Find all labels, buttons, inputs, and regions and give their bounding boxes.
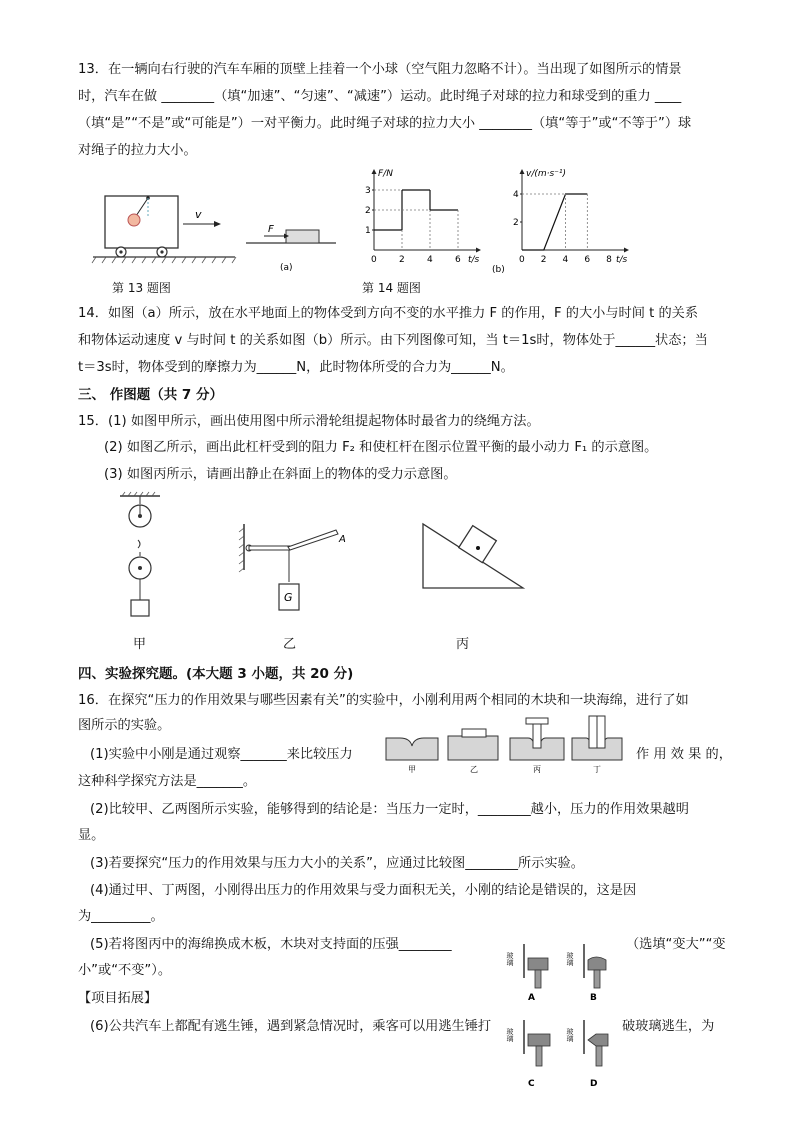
glass-text-C: 玻璃 xyxy=(506,1028,514,1042)
q16-line-7: (3)若要探究“压力的作用效果与压力大小的关系”，应通过比较图________所示实验。 xyxy=(90,856,584,871)
y-tick-label: 4 xyxy=(513,190,519,200)
glass-text-D: 玻璃 xyxy=(566,1028,574,1042)
q16-line-6: 显。 xyxy=(78,828,105,843)
x-tick-label: 6 xyxy=(455,255,461,265)
sponge-jia xyxy=(386,738,438,760)
x-tick-label: 2 xyxy=(540,255,547,265)
q16-line-10b: （选填“变大”“变 xyxy=(626,937,726,952)
section-3-title: 三、 作图题（共 7 分） xyxy=(78,387,223,403)
hammer-label-D: D xyxy=(590,1079,598,1089)
sponge-label-yi: 乙 xyxy=(470,765,478,774)
caption-jia: 甲 xyxy=(133,637,147,652)
fig14b-label: (b) xyxy=(492,265,505,275)
x-tick-label: 6 xyxy=(584,255,591,265)
q14-line-2: 和物体运动速度 v 与时间 t 的关系如图（b）所示。由下列图像可知，当 t＝1s时，物体处于______状态；当 xyxy=(78,333,708,348)
fig14a-label: (a) xyxy=(280,263,293,273)
fig13-caption: 第 13 题图 xyxy=(112,281,171,295)
hammer-label-A: A xyxy=(528,993,535,1003)
q16-line-10a: (5)若将图丙中的海绵换成木板，木块对支持面的压强________ xyxy=(90,937,452,952)
hammer-D xyxy=(566,1020,608,1089)
sponge-bing xyxy=(510,718,564,760)
hammer-A xyxy=(506,944,548,1003)
q13-line-4: 对绳子的拉力大小。 xyxy=(78,143,197,158)
q16-line-13b: 破玻璃逃生，为 xyxy=(622,1019,715,1034)
sponge-ding xyxy=(572,716,622,760)
ball xyxy=(128,214,140,226)
q15-line-1: 15．(1) 如图甲所示，画出使用图中所示滑轮组提起物体时最省力的绕绳方法。 xyxy=(78,414,540,429)
q16-line-1: 16．在探究“压力的作用效果与哪些因素有关”的实验中，小刚利用两个相同的木块和一块海绵，进行了如 xyxy=(78,693,689,708)
q15-line-2: (2) 如图乙所示，画出此杠杆受到的阻力 F₂ 和使杠杆在图示位置平衡的最小动力 F₁ 的示意图。 xyxy=(104,440,658,455)
q13-line-3: （填“是”“不是”或“可能是”）一对平衡力。此时绳子对球的拉力大小 ________（填“等于”或“不等于”）球 xyxy=(78,116,692,131)
section-4-title: 四、实验探究题。(本大题 3 小题，共 20 分) xyxy=(78,666,354,682)
caption-yi: 乙 xyxy=(283,637,297,652)
q16-line-2: 图所示的实验。 xyxy=(78,718,171,733)
chart-velocity-time xyxy=(492,168,638,275)
q16-line-3b: 作 用 效 果 的， xyxy=(636,747,732,762)
sponge-label-ding: 丁 xyxy=(593,765,601,774)
q15-line-3: (3) 如图丙所示，请画出静止在斜面上的物体的受力示意图。 xyxy=(104,467,457,482)
q16-line-5: (2)比较甲、乙两图所示实验，能够得到的结论是：当压力一定时，________越小，压力的作用效果越明 xyxy=(90,802,689,817)
y-tick-label: 3 xyxy=(365,186,371,196)
label-A: A xyxy=(339,534,346,545)
y-axis-arrow xyxy=(372,169,377,174)
sponge-label-jia: 甲 xyxy=(408,765,416,774)
q13-line-1: 13．在一辆向右行驶的汽车车厢的顶壁上挂着一个小球（空气阻力忽略不计）。当出现了如图所示的情景 xyxy=(78,62,682,77)
q16-line-9: 为_________。 xyxy=(78,909,164,924)
y-axis-arrow xyxy=(520,169,525,174)
force-label: F xyxy=(268,224,274,235)
figure-13-cart xyxy=(88,188,238,268)
y-tick-label: 2 xyxy=(513,218,519,228)
hammer-label-C: C xyxy=(528,1079,535,1089)
glass-text-A: 玻璃 xyxy=(506,952,514,966)
figure-16-hammers xyxy=(506,938,626,1090)
caption-bing: 丙 xyxy=(456,637,470,652)
y-axis-label: v/(m·s⁻¹) xyxy=(526,169,567,179)
figure-jia-pulley xyxy=(110,492,170,622)
q13-line-2: 时，汽车在做 ________（填“加速”、“匀速”、“减速”）运动。此时绳子对球的拉力和球受到的重力 ____ xyxy=(78,89,682,104)
x-tick-label: 0 xyxy=(371,255,377,265)
q14-line-1: 14．如图（a）所示，放在水平地面上的物体受到方向不变的水平推力 F 的作用，F 的大小与时间 t 的关系 xyxy=(78,306,699,321)
q16-line-12: 【项目拓展】 xyxy=(78,991,158,1006)
hammer-label-B: B xyxy=(590,993,597,1003)
q16-line-3a: (1)实验中小刚是通过观察_______来比较压力 xyxy=(90,747,353,762)
figure-bing-incline xyxy=(420,518,530,590)
x-tick-label: 4 xyxy=(427,255,433,265)
q16-line-11: 小”或“不变”）。 xyxy=(78,963,172,978)
x-axis-arrow xyxy=(624,248,629,253)
y-axis-label: F/N xyxy=(378,169,393,179)
block xyxy=(286,230,319,243)
y-tick-label: 1 xyxy=(365,226,371,236)
label-G: G xyxy=(284,591,293,604)
sponge-yi xyxy=(448,729,498,760)
cart-body xyxy=(105,196,178,248)
x-tick-label: 4 xyxy=(562,255,569,265)
x-axis-arrow xyxy=(476,248,481,253)
x-axis-label: t/s xyxy=(616,255,628,265)
chart-force-time xyxy=(360,168,490,274)
glass-text-B: 玻璃 xyxy=(566,952,574,966)
x-tick-label: 8 xyxy=(606,255,612,265)
y-tick-label: 2 xyxy=(365,206,371,216)
figure-14a xyxy=(244,218,340,274)
fig14-caption: 第 14 题图 xyxy=(362,281,421,295)
lever-arm xyxy=(288,530,338,550)
q16-line-13a: (6)公共汽车上都配有逃生锤，遇到紧急情况时，乘客可以用逃生锤打 xyxy=(90,1019,492,1034)
q16-line-4: 这种科学探究方法是_______。 xyxy=(78,774,257,789)
hammer-B xyxy=(566,944,606,1003)
figure-yi-lever xyxy=(232,520,362,620)
velocity-label: v xyxy=(195,208,202,221)
q16-line-8: (4)通过甲、丁两图，小刚得出压力的作用效果与受力面积无关，小刚的结论是错误的，这是因 xyxy=(90,883,637,898)
hammer-C xyxy=(506,1020,550,1089)
figure-16-sponges xyxy=(382,712,632,778)
sponge-label-bing: 丙 xyxy=(533,765,541,774)
x-tick-label: 2 xyxy=(399,255,405,265)
q14-line-3: t＝3s时，物体受到的摩擦力为______N，此时物体所受的合力为______N。 xyxy=(78,360,514,375)
x-tick-label: 0 xyxy=(519,255,525,265)
velocity-line xyxy=(522,194,587,250)
x-axis-label: t/s xyxy=(468,255,480,265)
load-box xyxy=(131,600,149,616)
